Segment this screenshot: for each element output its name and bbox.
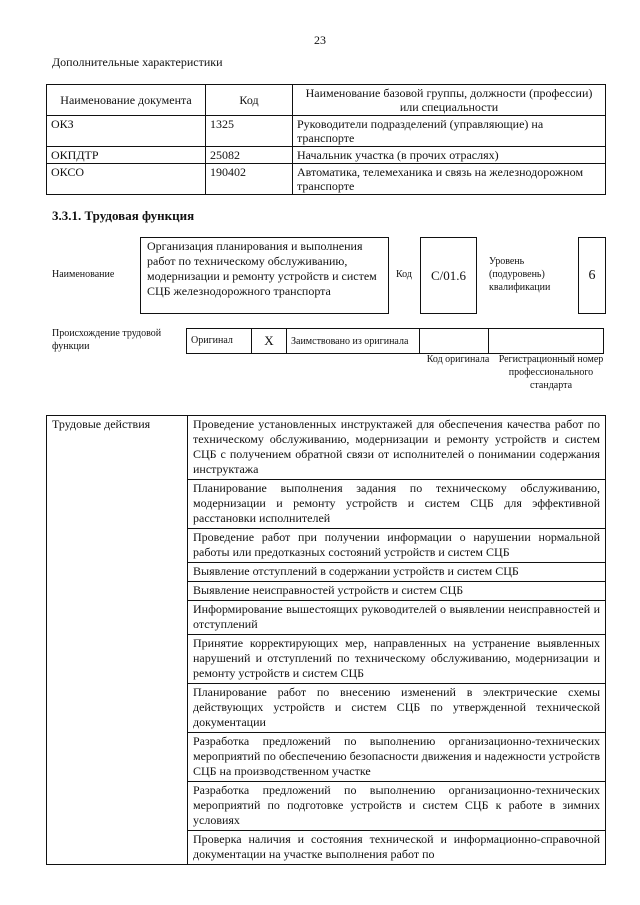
original-code-cell [420, 329, 489, 354]
cell-group: Начальник участка (в прочих отраслях) [293, 147, 606, 164]
labor-action-item: Проверка наличия и состояния технической и информационно-справочной документации на участке выполнения работ по [188, 831, 606, 865]
original-mark: X [252, 329, 287, 354]
section-title: 3.3.1. Трудовая функция [52, 208, 195, 223]
labor-action-item: Выявление отступлений в содержании устройств и систем СЦБ [188, 563, 606, 582]
labor-action-item: Планирование работ по внесению изменений в электрические схемы действующих устройств и систем СЦБ по утвержденной технической документации [188, 684, 606, 733]
labor-action-item: Планирование выполнения задания по техническому обслуживанию, модернизации и ремонту устройств и систем СЦБ для эффективной расстановки исполнителей [188, 480, 606, 529]
function-code-box: C/01.6 [420, 237, 477, 314]
code-label: Код [396, 269, 412, 280]
cell-code: 1325 [206, 116, 293, 147]
extra-characteristics-heading: Дополнительные характеристики [52, 55, 223, 69]
function-name-box: Организация планирования и выполнения работ по техническому обслуживанию, модернизации и ремонту устройств и систем СЦБ железнодорожного транспорта [140, 237, 389, 314]
level-label: Уровень (подуровень) квалификации [489, 256, 551, 293]
origin-label: Происхождение трудовой функции [52, 328, 162, 352]
cell-doc: ОКЗ [47, 116, 206, 147]
qualification-level-box: 6 [578, 237, 606, 314]
header-group: Наименование базовой группы, должности (профессии) или специальности [293, 85, 606, 116]
cell-doc: ОКПДТР [47, 147, 206, 164]
registration-number-cell [489, 329, 604, 354]
header-code: Код [206, 85, 293, 116]
cell-doc: ОКСО [47, 164, 206, 195]
labor-action-item: Разработка предложений по выполнению организационно-технических мероприятий по обеспечению безопасности движения и надежности устройств СЦБ на производственном участке [188, 733, 606, 782]
cell-code: 25082 [206, 147, 293, 164]
registration-number-caption: Регистрационный номер профессионального стандарта [498, 354, 604, 391]
labor-action-item: Выявление неисправностей устройств и систем СЦБ [188, 582, 606, 601]
original-label: Оригинал [187, 329, 252, 354]
table-row [47, 147, 606, 164]
cell-code: 190402 [206, 164, 293, 195]
table-row [47, 416, 606, 480]
name-label: Наименование [52, 269, 115, 280]
labor-actions-table [46, 415, 606, 865]
labor-action-item: Проведение работ при получении информации о нарушении нормальной работы или предотказных состояний устройств и систем СЦБ [188, 529, 606, 563]
table-row [47, 116, 606, 147]
labor-action-item: Проведение установленных инструктажей для обеспечения качества работ по техническому обслуживанию, модернизации и ремонту устройств и систем СЦБ с получением обратной связи от исполнителей о понимании содержания инструктажа [188, 416, 606, 480]
origin-table [186, 328, 604, 354]
origin-row [187, 329, 604, 354]
labor-action-item: Информирование вышестоящих руководителей о выявлении неисправностей и отступлений [188, 601, 606, 635]
table-header-row [47, 85, 606, 116]
labor-action-item: Разработка предложений по выполнению организационно-технических мероприятий по подготовке устройств и систем СЦБ к работе в зимних условиях [188, 782, 606, 831]
original-code-caption: Код оригинала [426, 354, 490, 365]
extra-characteristics-table [46, 84, 606, 195]
table-row [47, 164, 606, 195]
page-number: 23 [314, 33, 326, 47]
cell-group: Автоматика, телемеханика и связь на железнодорожном транспорте [293, 164, 606, 195]
cell-group: Руководители подразделений (управляющие) на транспорте [293, 116, 606, 147]
header-document: Наименование документа [47, 85, 206, 116]
borrowed-label: Заимствовано из оригинала [287, 329, 420, 354]
labor-actions-label: Трудовые действия [47, 416, 188, 865]
labor-action-item: Принятие корректирующих мер, направленных на устранение выявленных нарушений и отступлений по техническому обслуживанию, модернизации и ремонту устройств и систем СЦБ [188, 635, 606, 684]
